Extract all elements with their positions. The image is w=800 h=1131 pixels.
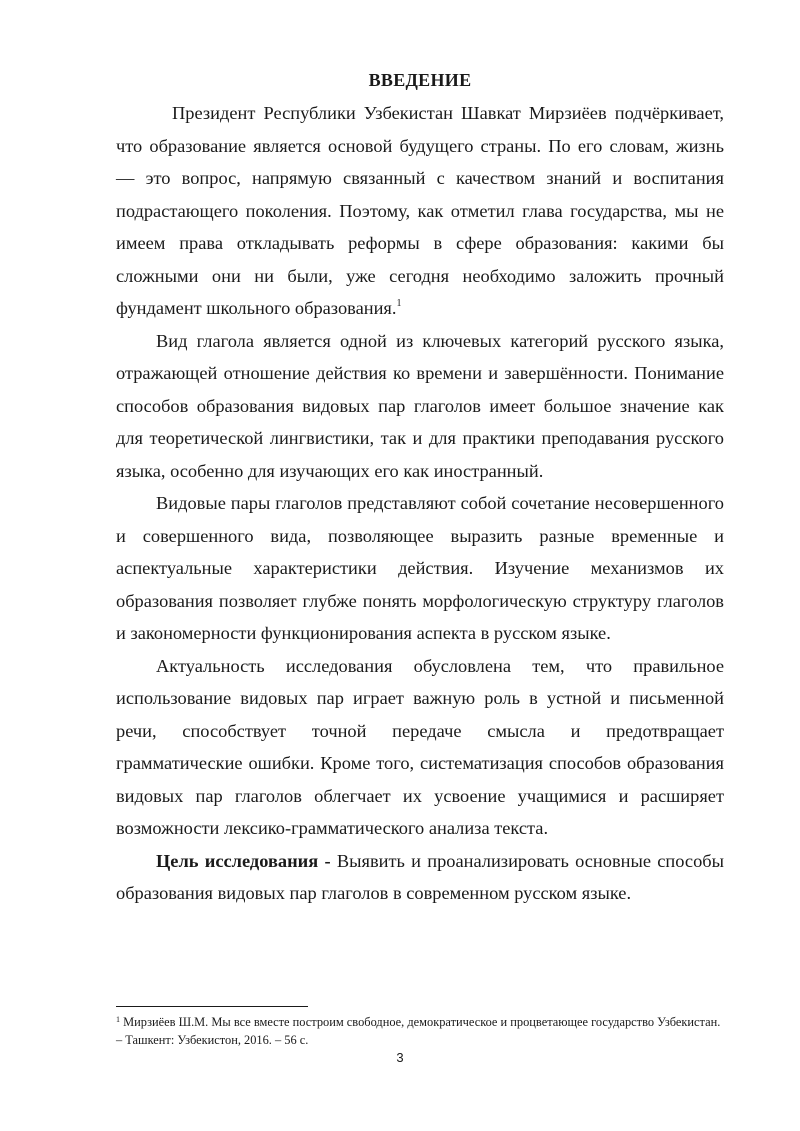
paragraph-relevance: [116, 650, 724, 845]
paragraph-pairs-text: Видовые пары глаголов представляют собой сочетание несовершенного и совершенного вида, позволяющее выразить разные временные и аспектуальные характеристики действия. Изучение механизмов их образования позволяет глубже понять морфологическую структуру глаголов и закономерности функционирования аспекта в русском языке.: [116, 493, 724, 643]
footnote-reference: 1: [396, 298, 402, 309]
footnote-text: Мирзиёев Ш.М. Мы все вместе построим свободное, демократическое и процветающее государство Узбекистан. – Ташкент: Узбекистон, 2016. – 56 с.: [116, 1015, 721, 1047]
page-heading: ВВЕДЕНИЕ: [368, 70, 472, 90]
paragraph-pairs: [116, 487, 724, 650]
paragraph-aspect: [116, 325, 724, 488]
paragraph-relevance-text: Актуальность исследования обусловлена тем, что правильное использование видовых пар играет важную роль в устной и письменной речи, способствует точной передаче смысла и предотвращает грамматические ошибки. Кроме того, систематизация способов образования видовых пар глаголов облегчает их усвоение учащимися и расширяет возможности лексико-грамматического анализа текста.: [116, 655, 724, 838]
footnote: [116, 1013, 724, 1049]
page-number: 3: [396, 1050, 404, 1065]
goal-label: Цель исследования -: [156, 850, 331, 871]
paragraph-aspect-text: Вид глагола является одной из ключевых категорий русского языка, отражающей отношение действия ко времени и завершённости. Понимание способов образования видовых пар глаголов имеет большое значение как для теоретической лингвистики, так и для практики преподавания русского языка, особенно для изучающих его как иностранный.: [116, 330, 724, 481]
paragraph-intro-text: Президент Республики Узбекистан Шавкат Мирзиёев подчёркивает, что образование является основой будущего страны. По его словам, жизнь — это вопрос, напрямую связанный с качеством знаний и воспитания подрастающего поколения. Поэтому, как отметил глава государства, мы не имеем права откладывать реформы в сфере образования: какими бы сложными они ни были, уже сегодня необходимо заложить прочный фундамент школьного образования.: [116, 103, 724, 318]
footnote-marker: 1: [116, 1015, 120, 1024]
paragraph-intro: [116, 97, 724, 325]
page-body: [116, 70, 724, 910]
goal-text: Выявить и проанализировать основные способы образования видовых пар глаголов в современном русском языке.: [116, 850, 724, 903]
footnote-separator: [116, 1006, 308, 1007]
paragraph-goal: [116, 845, 724, 910]
